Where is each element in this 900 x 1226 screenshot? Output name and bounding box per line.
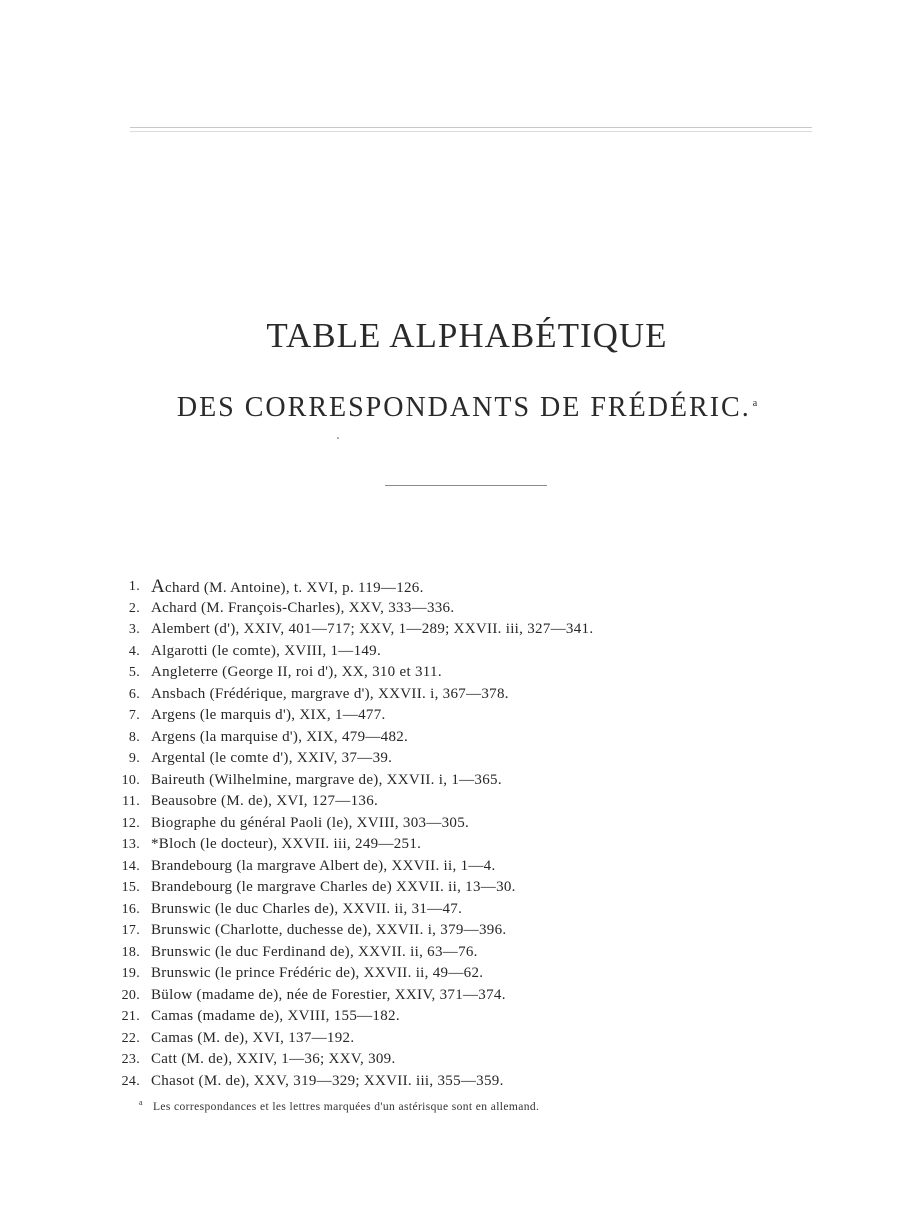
list-item: [100, 662, 860, 684]
entry-number: 21.: [121, 1009, 140, 1024]
entry-text: Brunswic (le prince Frédéric de), XXVII. ii, 49—62.: [151, 965, 484, 981]
entry-text: Achard (M. François-Charles), XXV, 333—336.: [151, 599, 455, 616]
list-item: [100, 856, 860, 878]
entry-text: Brunswic (le duc Ferdinand de), XXVII. ii, 63—76.: [151, 943, 478, 960]
entry-text: Biographe du général Paoli (le), XVIII, 303—305.: [151, 814, 470, 831]
entry-number: 5.: [128, 665, 140, 680]
entry-text: Argental (le comte d'), XXIV, 37—39.: [151, 750, 393, 766]
entry-text: Brunswic (Charlotte, duchesse de), XXVII. i, 379—396.: [151, 922, 507, 938]
entry-number: 10.: [121, 772, 140, 788]
list-item: [100, 899, 860, 921]
entry-text: Brandebourg (la margrave Albert de), XXVII. ii, 1—4.: [151, 857, 496, 874]
entry-number: 6.: [128, 686, 140, 702]
entry-number: 4.: [128, 643, 140, 659]
page-subtitle: [0, 392, 900, 424]
entry-text: Alembert (d'), XXIV, 401—717; XXV, 1—289; XXVII. iii, 327—341.: [151, 621, 594, 637]
entry-number: 17.: [121, 923, 140, 938]
entry-text: Bülow (madame de), née de Forestier, XXIV, 371—374.: [151, 986, 506, 1003]
entry-number: 9.: [128, 751, 140, 766]
entry-text: Catt (M. de), XXIV, 1—36; XXV, 309.: [151, 1051, 396, 1067]
footnote-mark: a: [139, 1098, 143, 1107]
list-item: [100, 791, 860, 813]
entry-text: Brandebourg (le margrave Charles de) XXVII. ii, 13—30.: [151, 879, 516, 895]
entry-number: 14.: [121, 858, 140, 874]
correspondent-list: [100, 576, 860, 1092]
list-item: [100, 727, 860, 749]
list-item: [100, 942, 860, 964]
stray-dot: [337, 437, 339, 439]
entry-text: Algarotti (le comte), XVIII, 1—149.: [151, 642, 382, 659]
entry-number: 23.: [121, 1052, 140, 1067]
entry-number: 15.: [121, 880, 140, 895]
top-rule: [130, 127, 812, 128]
entry-number: 1.: [128, 579, 140, 594]
footnote-text: Les correspondances et les lettres marquées d'un astérisque sont en allemand.: [152, 1100, 540, 1113]
entry-number: 13.: [121, 837, 140, 852]
list-item: [100, 705, 860, 727]
entry-number: 3.: [128, 622, 140, 637]
list-item: [100, 770, 860, 792]
entry-number: 18.: [121, 944, 140, 960]
entry-text: Chasot (M. de), XXV, 319—329; XXVII. iii, 355—359.: [151, 1072, 504, 1089]
entry-number: 19.: [121, 966, 140, 981]
entry-number: 22.: [121, 1030, 140, 1046]
list-item: [100, 963, 860, 985]
entry-body: chard (M. Antoine), t. XVI, p. 119—126.: [165, 580, 424, 596]
entry-number: 24.: [121, 1073, 140, 1089]
entry-text: Argens (la marquise d'), XIX, 479—482.: [151, 728, 409, 745]
list-item: [100, 598, 860, 620]
entry-text: Camas (M. de), XVI, 137—192.: [151, 1029, 355, 1046]
entry-text: Beausobre (M. de), XVI, 127—136.: [151, 793, 379, 809]
entry-text: Ansbach (Frédérique, margrave d'), XXVII. i, 367—378.: [151, 685, 509, 702]
entry-text: [151, 576, 424, 598]
list-item: [100, 1071, 860, 1093]
list-item: [100, 1028, 860, 1050]
entry-initial: A: [151, 576, 166, 597]
list-item: [100, 813, 860, 835]
subtitle-text: DES CORRESPONDANTS DE FRÉDÉRIC.: [176, 392, 751, 423]
entry-text: Argens (le marquis d'), XIX, 1—477.: [151, 707, 386, 723]
entry-text: Camas (madame de), XVIII, 155—182.: [151, 1008, 400, 1024]
top-rule-secondary: [130, 131, 812, 132]
footnote: [139, 1098, 839, 1113]
entry-number: 8.: [128, 729, 140, 745]
entry-number: 7.: [128, 708, 140, 723]
list-item: [100, 748, 860, 770]
list-item: [100, 576, 860, 598]
list-item: [100, 920, 860, 942]
entry-number: 16.: [121, 901, 140, 917]
entry-text: Brunswic (le duc Charles de), XXVII. ii, 31—47.: [151, 900, 463, 917]
entry-text: Baireuth (Wilhelmine, margrave de), XXVII. i, 1—365.: [151, 771, 502, 788]
list-item: [100, 877, 860, 899]
subtitle-footnote-mark: a: [752, 397, 758, 409]
entry-number: 11.: [122, 794, 140, 809]
entry-text: *Bloch (le docteur), XXVII. iii, 249—251.: [151, 836, 422, 852]
list-item: [100, 641, 860, 663]
title-divider: [385, 485, 547, 486]
page-title: TABLE ALPHABÉTIQUE: [266, 316, 668, 355]
entry-number: 12.: [121, 815, 140, 831]
list-item: [100, 985, 860, 1007]
entry-number: 20.: [121, 987, 140, 1003]
list-item: [100, 1006, 860, 1028]
list-item: [100, 1049, 860, 1071]
list-item: [100, 834, 860, 856]
entry-number: 2.: [128, 600, 140, 616]
list-item: [100, 684, 860, 706]
entry-text: Angleterre (George II, roi d'), XX, 310 et 311.: [151, 664, 442, 680]
list-item: [100, 619, 860, 641]
